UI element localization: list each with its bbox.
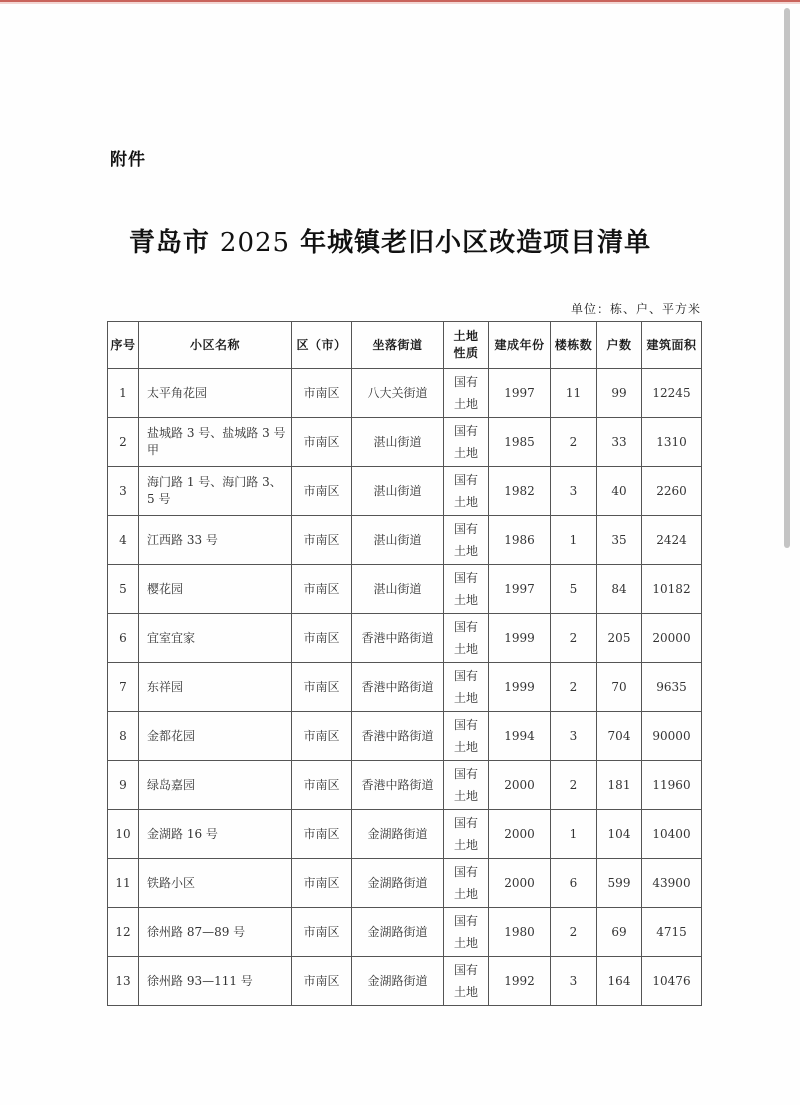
header-area: 建筑面积: [642, 322, 702, 369]
cell-street: 湛山街道: [352, 565, 444, 614]
cell-households: 181: [597, 761, 642, 810]
cell-street: 金湖路街道: [352, 957, 444, 1006]
cell-year: 2000: [489, 810, 551, 859]
cell-buildings: 2: [551, 761, 597, 810]
cell-name: 海门路 1 号、海门路 3、5 号: [139, 467, 292, 516]
cell-no: 7: [108, 663, 139, 712]
cell-no: 3: [108, 467, 139, 516]
project-list-table: [107, 321, 702, 1006]
cell-district: 市南区: [292, 614, 352, 663]
cell-name: 徐州路 93—111 号: [139, 957, 292, 1006]
cell-no: 10: [108, 810, 139, 859]
cell-name: 徐州路 87—89 号: [139, 908, 292, 957]
header-land: [444, 322, 489, 369]
table-row: [108, 467, 702, 516]
cell-district: 市南区: [292, 663, 352, 712]
cell-land-line2: 土地: [453, 740, 478, 754]
cell-land-line2: 土地: [453, 446, 478, 460]
header-no: 序号: [108, 322, 139, 369]
cell-land: [444, 810, 489, 859]
cell-area: 4715: [642, 908, 702, 957]
cell-land-line1: 国有: [453, 865, 478, 879]
cell-street: 湛山街道: [352, 418, 444, 467]
cell-area: 10476: [642, 957, 702, 1006]
cell-district: 市南区: [292, 418, 352, 467]
cell-year: 1994: [489, 712, 551, 761]
cell-households: 205: [597, 614, 642, 663]
cell-name: 金湖路 16 号: [139, 810, 292, 859]
cell-land: [444, 418, 489, 467]
cell-buildings: 2: [551, 663, 597, 712]
cell-land: [444, 467, 489, 516]
cell-buildings: 6: [551, 859, 597, 908]
cell-buildings: 2: [551, 614, 597, 663]
cell-land-line1: 国有: [453, 473, 478, 487]
table-row: [108, 712, 702, 761]
table-row: [108, 859, 702, 908]
cell-area: 10182: [642, 565, 702, 614]
cell-buildings: 3: [551, 957, 597, 1006]
document-title: [0, 222, 780, 259]
cell-land-line2: 土地: [453, 936, 478, 950]
cell-land-line2: 土地: [453, 593, 478, 607]
table-row: [108, 908, 702, 957]
cell-name: 东祥园: [139, 663, 292, 712]
table-row: [108, 810, 702, 859]
cell-no: 12: [108, 908, 139, 957]
cell-land: [444, 565, 489, 614]
table-row: [108, 418, 702, 467]
cell-households: 84: [597, 565, 642, 614]
cell-area: 10400: [642, 810, 702, 859]
attachment-label: 附件: [110, 150, 146, 170]
cell-land-line1: 国有: [453, 620, 478, 634]
cell-land-line2: 土地: [453, 495, 478, 509]
cell-area: 2260: [642, 467, 702, 516]
cell-households: 69: [597, 908, 642, 957]
cell-year: 1997: [489, 565, 551, 614]
cell-year: 1980: [489, 908, 551, 957]
header-land-line1: 土地: [453, 329, 479, 343]
cell-name: 金都花园: [139, 712, 292, 761]
cell-district: 市南区: [292, 761, 352, 810]
cell-buildings: 3: [551, 712, 597, 761]
cell-buildings: 3: [551, 467, 597, 516]
cell-households: 99: [597, 369, 642, 418]
cell-year: 2000: [489, 859, 551, 908]
cell-street: 湛山街道: [352, 467, 444, 516]
cell-land-line2: 土地: [453, 544, 478, 558]
cell-street: 香港中路街道: [352, 614, 444, 663]
cell-street: 金湖路街道: [352, 810, 444, 859]
cell-buildings: 1: [551, 516, 597, 565]
cell-households: 70: [597, 663, 642, 712]
title-suffix: 年城镇老旧小区改造项目清单: [300, 228, 652, 258]
cell-year: 1997: [489, 369, 551, 418]
cell-name: 盐城路 3 号、盐城路 3 号甲: [139, 418, 292, 467]
cell-no: 6: [108, 614, 139, 663]
cell-name: 绿岛嘉园: [139, 761, 292, 810]
cell-land: [444, 614, 489, 663]
cell-district: 市南区: [292, 859, 352, 908]
top-accent-shadow: [0, 2, 800, 4]
table-row: [108, 516, 702, 565]
cell-district: 市南区: [292, 712, 352, 761]
cell-name: 太平角花园: [139, 369, 292, 418]
header-name: 小区名称: [139, 322, 292, 369]
cell-land: [444, 516, 489, 565]
scrollbar-thumb[interactable]: [784, 8, 790, 548]
cell-land-line1: 国有: [453, 816, 478, 830]
cell-year: 1986: [489, 516, 551, 565]
cell-households: 599: [597, 859, 642, 908]
cell-households: 164: [597, 957, 642, 1006]
cell-name: 宜室宜家: [139, 614, 292, 663]
cell-land-line1: 国有: [453, 914, 478, 928]
header-district: 区（市）: [292, 322, 352, 369]
cell-year: 2000: [489, 761, 551, 810]
cell-land: [444, 908, 489, 957]
cell-area: 43900: [642, 859, 702, 908]
table-row: [108, 663, 702, 712]
cell-area: 9635: [642, 663, 702, 712]
cell-land-line2: 土地: [453, 642, 478, 656]
cell-district: 市南区: [292, 565, 352, 614]
cell-land-line2: 土地: [453, 887, 478, 901]
cell-buildings: 5: [551, 565, 597, 614]
cell-households: 704: [597, 712, 642, 761]
cell-area: 12245: [642, 369, 702, 418]
cell-households: 35: [597, 516, 642, 565]
unit-note: 单位：栋、户、平方米: [570, 302, 701, 316]
cell-area: 90000: [642, 712, 702, 761]
cell-no: 1: [108, 369, 139, 418]
cell-street: 香港中路街道: [352, 761, 444, 810]
title-prefix: 青岛市: [128, 228, 210, 258]
cell-street: 湛山街道: [352, 516, 444, 565]
cell-land: [444, 957, 489, 1006]
cell-no: 8: [108, 712, 139, 761]
cell-district: 市南区: [292, 908, 352, 957]
cell-no: 11: [108, 859, 139, 908]
cell-no: 5: [108, 565, 139, 614]
cell-street: 金湖路街道: [352, 859, 444, 908]
title-year: 2025: [219, 228, 291, 258]
cell-land: [444, 761, 489, 810]
header-households: 户数: [597, 322, 642, 369]
cell-district: 市南区: [292, 467, 352, 516]
cell-land-line1: 国有: [453, 767, 478, 781]
cell-no: 9: [108, 761, 139, 810]
cell-street: 香港中路街道: [352, 663, 444, 712]
cell-name: 铁路小区: [139, 859, 292, 908]
table-header-row: [108, 322, 702, 369]
cell-land-line2: 土地: [453, 397, 478, 411]
cell-name: 樱花园: [139, 565, 292, 614]
cell-area: 20000: [642, 614, 702, 663]
cell-households: 40: [597, 467, 642, 516]
cell-year: 1992: [489, 957, 551, 1006]
header-street: 坐落街道: [352, 322, 444, 369]
cell-buildings: 2: [551, 908, 597, 957]
table-row: [108, 957, 702, 1006]
header-year: 建成年份: [489, 322, 551, 369]
cell-year: 1999: [489, 614, 551, 663]
cell-land-line1: 国有: [453, 424, 478, 438]
cell-land: [444, 712, 489, 761]
cell-year: 1985: [489, 418, 551, 467]
header-land-line2: 性质: [453, 346, 479, 360]
cell-street: 金湖路街道: [352, 908, 444, 957]
cell-district: 市南区: [292, 957, 352, 1006]
cell-district: 市南区: [292, 516, 352, 565]
cell-year: 1999: [489, 663, 551, 712]
table-row: [108, 614, 702, 663]
cell-area: 11960: [642, 761, 702, 810]
cell-no: 4: [108, 516, 139, 565]
cell-no: 2: [108, 418, 139, 467]
cell-households: 33: [597, 418, 642, 467]
cell-land: [444, 369, 489, 418]
cell-district: 市南区: [292, 810, 352, 859]
cell-land-line2: 土地: [453, 985, 478, 999]
cell-land: [444, 663, 489, 712]
cell-buildings: 11: [551, 369, 597, 418]
cell-district: 市南区: [292, 369, 352, 418]
cell-buildings: 1: [551, 810, 597, 859]
header-buildings: 楼栋数: [551, 322, 597, 369]
cell-land-line2: 土地: [453, 838, 478, 852]
cell-land-line1: 国有: [453, 669, 478, 683]
table-row: [108, 369, 702, 418]
cell-land-line1: 国有: [453, 718, 478, 732]
table-row: [108, 761, 702, 810]
cell-buildings: 2: [551, 418, 597, 467]
cell-year: 1982: [489, 467, 551, 516]
cell-no: 13: [108, 957, 139, 1006]
cell-land-line1: 国有: [453, 375, 478, 389]
cell-street: 香港中路街道: [352, 712, 444, 761]
cell-street: 八大关街道: [352, 369, 444, 418]
cell-area: 1310: [642, 418, 702, 467]
cell-land-line1: 国有: [453, 522, 478, 536]
cell-area: 2424: [642, 516, 702, 565]
cell-households: 104: [597, 810, 642, 859]
table-row: [108, 565, 702, 614]
cell-land-line1: 国有: [453, 963, 478, 977]
cell-land-line2: 土地: [453, 789, 478, 803]
cell-land-line2: 土地: [453, 691, 478, 705]
cell-name: 江西路 33 号: [139, 516, 292, 565]
cell-land-line1: 国有: [453, 571, 478, 585]
cell-land: [444, 859, 489, 908]
